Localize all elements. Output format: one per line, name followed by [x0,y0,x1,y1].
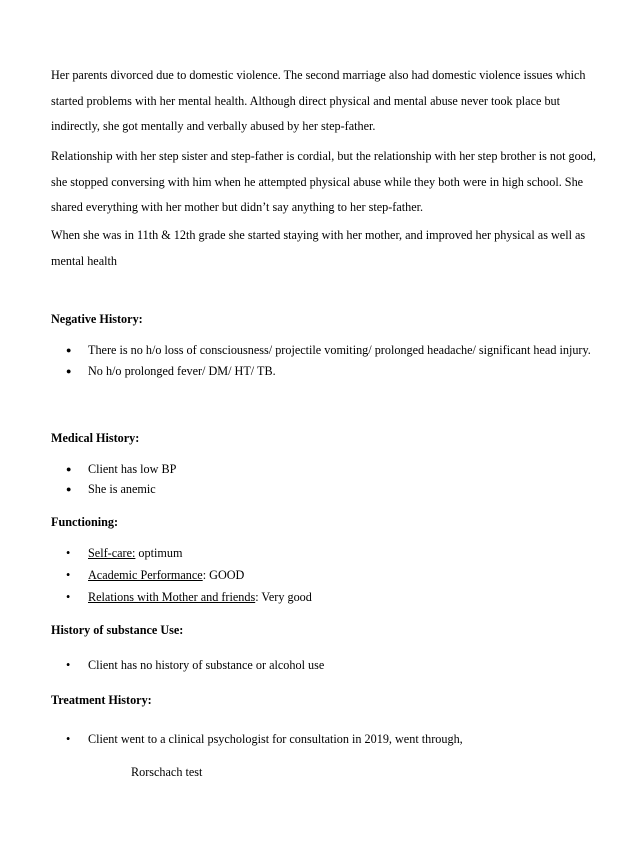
bullet-icon: ● [66,464,72,474]
functioning-list [51,545,596,605]
list-item [51,545,596,561]
paragraph-family-background: Her parents divorced due to domestic violence. The second marriage also had domestic violence issues which started problems with her mental health. Although direct physical and mental abuse never took place but indirectly, she got mentally and verbally abused by her step-father. [51,68,586,133]
heading-medical-history: Medical History: [51,431,140,445]
bullet-icon: ● [66,366,72,376]
paragraph-living-situation: When she was in 11th & 12th grade she started staying with her mother, and improved her physical as well as mental health [51,228,586,268]
medical-history-list [51,461,596,497]
functioning-label: Relations with Mother and friends [88,590,256,604]
treatment-history-list [51,731,596,747]
bullet-icon: ● [66,345,72,355]
list-item-text: Client went to a clinical psychologist for consultation in 2019, went through, [88,732,463,746]
heading-negative-history: Negative History: [51,312,143,326]
bullet-icon: ● [66,484,72,494]
bullet-icon: • [66,568,71,582]
heading-treatment-history: Treatment History: [51,693,152,707]
list-item [51,731,596,747]
bullet-icon: • [66,732,71,746]
functioning-label: Academic Performance [88,568,203,582]
substance-use-list [51,657,596,673]
functioning-value: : GOOD [202,568,245,582]
list-item-text: There is no h/o loss of consciousness/ projectile vomiting/ prolonged headache/ significant head injury. [88,343,591,357]
paragraph-relationships: Relationship with her step sister and step-father is cordial, but the relationship with her step brother is not good, she stopped conversing with him when he attempted physical abuse while they both were in high school. She shared everything with her mother but didn’t say anything to her step-father. [51,149,596,214]
list-item [51,363,596,379]
list-item [51,342,596,358]
list-item [51,461,596,477]
list-item [51,657,596,673]
functioning-value: : Very good [255,590,312,604]
list-item [51,481,596,497]
list-item-text: Client has no history of substance or alcohol use [88,658,325,672]
heading-substance-use: History of substance Use: [51,623,184,637]
functioning-label: Self-care: [88,546,136,560]
bullet-icon: • [66,546,71,560]
list-item [51,589,596,605]
list-item-text: No h/o prolonged fever/ DM/ HT/ TB. [88,364,276,378]
list-item-text: Client has low BP [88,462,177,476]
treatment-sub-item: Rorschach test [131,765,203,779]
negative-history-list [51,342,596,379]
bullet-icon: • [66,658,71,672]
heading-functioning: Functioning: [51,515,119,529]
list-item-text: She is anemic [88,482,156,496]
functioning-value: optimum [135,546,183,560]
bullet-icon: • [66,590,71,604]
list-item [51,567,596,583]
